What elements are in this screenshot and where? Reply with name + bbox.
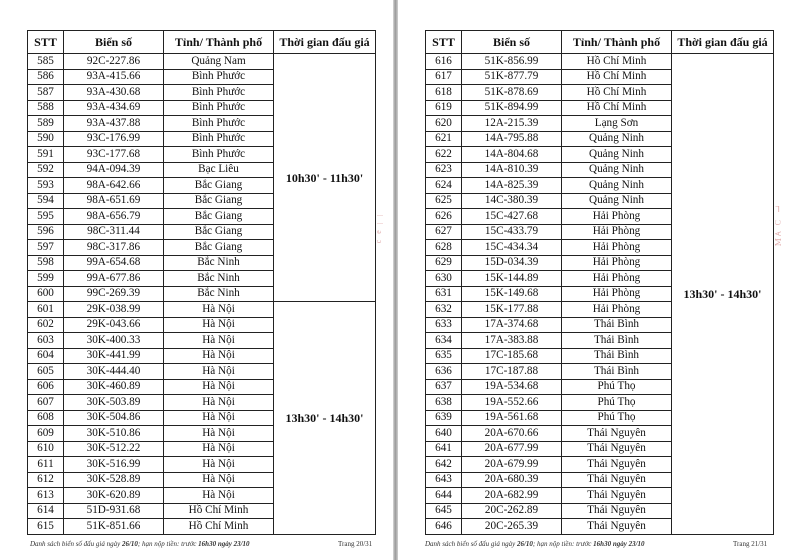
row-province: Phú Thọ (562, 410, 672, 426)
footer-prefix: Danh sách biển số đấu giá ngày (425, 540, 517, 548)
header-auction-time: Thời gian đấu giá (274, 31, 376, 54)
row-plate: 29K-038.99 (64, 302, 164, 318)
row-plate: 17A-374.68 (462, 317, 562, 333)
row-province: Thái Bình (562, 333, 672, 349)
auction-time-cell: 10h30' - 11h30' (274, 54, 376, 302)
row-plate: 51K-878.69 (462, 85, 562, 101)
table-body (28, 54, 376, 535)
row-plate: 30K-512.22 (64, 441, 164, 457)
row-stt: 632 (426, 302, 462, 318)
row-province: Thái Nguyên (562, 519, 672, 535)
row-stt: 619 (426, 100, 462, 116)
row-stt: 607 (28, 395, 64, 411)
row-plate: 30K-516.99 (64, 457, 164, 473)
row-province: Hà Nội (164, 348, 274, 364)
row-province: Bình Phước (164, 147, 274, 163)
row-stt: 631 (426, 286, 462, 302)
row-province: Hà Nội (164, 364, 274, 380)
row-province: Bắc Ninh (164, 286, 274, 302)
row-plate: 93C-177.68 (64, 147, 164, 163)
row-province: Quảng Ninh (562, 162, 672, 178)
row-stt: 597 (28, 240, 64, 256)
row-stt: 588 (28, 100, 64, 116)
header-province: Tỉnh/ Thành phố (562, 31, 672, 54)
row-province: Hà Nội (164, 426, 274, 442)
row-stt: 591 (28, 147, 64, 163)
row-province: Thái Nguyên (562, 472, 672, 488)
row-plate: 30K-510.86 (64, 426, 164, 442)
row-plate: 98A-656.79 (64, 209, 164, 225)
row-plate: 20A-680.39 (462, 472, 562, 488)
row-plate: 99A-654.68 (64, 255, 164, 271)
row-province: Thái Nguyên (562, 457, 672, 473)
row-province: Thái Bình (562, 364, 672, 380)
auction-table-left (27, 30, 376, 535)
row-stt: 643 (426, 472, 462, 488)
row-stt: 599 (28, 271, 64, 287)
footer-deadline: 16h30 ngày 23/10 (198, 540, 250, 548)
row-stt: 605 (28, 364, 64, 380)
row-stt: 593 (28, 178, 64, 194)
row-stt: 590 (28, 131, 64, 147)
row-plate: 17A-383.88 (462, 333, 562, 349)
row-stt: 644 (426, 488, 462, 504)
row-province: Hải Phòng (562, 240, 672, 256)
row-plate: 93A-437.88 (64, 116, 164, 132)
row-province: Bình Phước (164, 100, 274, 116)
row-province: Bắc Ninh (164, 271, 274, 287)
row-stt: 630 (426, 271, 462, 287)
row-plate: 19A-534.68 (462, 379, 562, 395)
row-plate: 20C-262.89 (462, 503, 562, 519)
row-stt: 617 (426, 69, 462, 85)
row-province: Hà Nội (164, 317, 274, 333)
page-footer (425, 540, 645, 548)
row-plate: 30K-441.99 (64, 348, 164, 364)
row-stt: 633 (426, 317, 462, 333)
row-plate: 19A-561.68 (462, 410, 562, 426)
row-province: Bình Phước (164, 131, 274, 147)
row-plate: 15K-177.88 (462, 302, 562, 318)
row-province: Hà Nội (164, 441, 274, 457)
row-stt: 629 (426, 255, 462, 271)
row-province: Hà Nội (164, 472, 274, 488)
row-plate: 17C-187.88 (462, 364, 562, 380)
header-stt: STT (28, 31, 64, 54)
row-province: Hồ Chí Minh (562, 54, 672, 70)
row-province: Bình Phước (164, 69, 274, 85)
row-stt: 598 (28, 255, 64, 271)
auction-time-cell: 13h30' - 14h30' (274, 302, 376, 535)
row-stt: 621 (426, 131, 462, 147)
row-province: Hồ Chí Minh (562, 100, 672, 116)
row-stt: 634 (426, 333, 462, 349)
row-province: Bình Phước (164, 85, 274, 101)
header-auction-time: Thời gian đấu giá (672, 31, 774, 54)
row-stt: 622 (426, 147, 462, 163)
row-stt: 600 (28, 286, 64, 302)
row-stt: 615 (28, 519, 64, 535)
row-province: Bắc Giang (164, 209, 274, 225)
row-stt: 609 (28, 426, 64, 442)
row-plate: 93A-430.68 (64, 85, 164, 101)
row-province: Quảng Ninh (562, 131, 672, 147)
row-plate: 15C-427.68 (462, 209, 562, 225)
row-plate: 19A-552.66 (462, 395, 562, 411)
row-province: Hà Nội (164, 395, 274, 411)
row-stt: 625 (426, 193, 462, 209)
row-province: Hà Nội (164, 333, 274, 349)
footer-prefix: Danh sách biển số đấu giá ngày (30, 540, 122, 548)
row-stt: 587 (28, 85, 64, 101)
row-stt: 604 (28, 348, 64, 364)
footer-date: 26/10 (121, 540, 138, 548)
row-plate: 51K-894.99 (462, 100, 562, 116)
row-plate: 94A-094.39 (64, 162, 164, 178)
row-plate: 92C-227.86 (64, 54, 164, 70)
table-header-row (426, 31, 774, 54)
header-plate: Biển số (462, 31, 562, 54)
row-plate: 20C-265.39 (462, 519, 562, 535)
header-stt: STT (426, 31, 462, 54)
document-page-right (398, 0, 792, 560)
row-stt: 646 (426, 519, 462, 535)
row-plate: 51K-851.66 (64, 519, 164, 535)
row-plate: 15D-034.39 (462, 255, 562, 271)
document-page-left (0, 0, 393, 560)
row-stt: 608 (28, 410, 64, 426)
row-stt: 589 (28, 116, 64, 132)
row-province: Hà Nội (164, 488, 274, 504)
row-plate: 30K-444.40 (64, 364, 164, 380)
row-province: Hồ Chí Minh (164, 503, 274, 519)
row-stt: 637 (426, 379, 462, 395)
row-stt: 601 (28, 302, 64, 318)
row-province: Hà Nội (164, 302, 274, 318)
row-stt: 594 (28, 193, 64, 209)
footer-deadline: 16h30 ngày 23/10 (593, 540, 645, 548)
row-province: Quảng Ninh (562, 147, 672, 163)
table-row (28, 302, 376, 318)
row-stt: 640 (426, 426, 462, 442)
row-stt: 595 (28, 209, 64, 225)
row-plate: 29K-043.66 (64, 317, 164, 333)
row-plate: 14C-380.39 (462, 193, 562, 209)
row-province: Quảng Nam (164, 54, 274, 70)
row-province: Hồ Chí Minh (164, 519, 274, 535)
row-stt: 626 (426, 209, 462, 225)
row-plate: 15K-149.68 (462, 286, 562, 302)
row-plate: 99A-677.86 (64, 271, 164, 287)
row-province: Bình Phước (164, 116, 274, 132)
row-province: Thái Bình (562, 348, 672, 364)
row-province: Thái Nguyên (562, 503, 672, 519)
row-plate: 93A-434.69 (64, 100, 164, 116)
row-stt: 610 (28, 441, 64, 457)
row-plate: 30K-528.89 (64, 472, 164, 488)
header-plate: Biển số (64, 31, 164, 54)
row-plate: 30K-460.89 (64, 379, 164, 395)
row-province: Hồ Chí Minh (562, 69, 672, 85)
auction-time-cell: 13h30' - 14h30' (672, 54, 774, 535)
row-stt: 639 (426, 410, 462, 426)
table-row (28, 54, 376, 70)
row-province: Hồ Chí Minh (562, 85, 672, 101)
row-province: Quảng Ninh (562, 178, 672, 194)
row-plate: 93A-415.66 (64, 69, 164, 85)
row-province: Bắc Ninh (164, 255, 274, 271)
row-plate: 15C-434.34 (462, 240, 562, 256)
row-plate: 51D-931.68 (64, 503, 164, 519)
row-province: Hải Phòng (562, 255, 672, 271)
row-stt: 614 (28, 503, 64, 519)
row-province: Thái Nguyên (562, 488, 672, 504)
row-stt: 585 (28, 54, 64, 70)
row-plate: 51K-877.79 (462, 69, 562, 85)
row-plate: 12A-215.39 (462, 116, 562, 132)
row-plate: 99C-269.39 (64, 286, 164, 302)
footer-date: 26/10 (516, 540, 533, 548)
row-stt: 620 (426, 116, 462, 132)
row-stt: 635 (426, 348, 462, 364)
row-province: Hà Nội (164, 379, 274, 395)
row-province: Lạng Sơn (562, 116, 672, 132)
row-stt: 606 (28, 379, 64, 395)
row-province: Hải Phòng (562, 286, 672, 302)
row-stt: 616 (426, 54, 462, 70)
footer-middle: ; hạn nộp tiền: trước (532, 540, 594, 548)
row-stt: 623 (426, 162, 462, 178)
row-plate: 14A-825.39 (462, 178, 562, 194)
row-province: Thái Nguyên (562, 441, 672, 457)
row-plate: 20A-682.99 (462, 488, 562, 504)
row-plate: 20A-677.99 (462, 441, 562, 457)
row-stt: 624 (426, 178, 462, 194)
row-province: Bắc Giang (164, 193, 274, 209)
row-province: Bạc Liêu (164, 162, 274, 178)
row-province: Bắc Giang (164, 224, 274, 240)
row-stt: 611 (28, 457, 64, 473)
row-stt: 613 (28, 488, 64, 504)
row-plate: 20A-670.66 (462, 426, 562, 442)
row-stt: 603 (28, 333, 64, 349)
row-plate: 20A-679.99 (462, 457, 562, 473)
row-plate: 30K-504.86 (64, 410, 164, 426)
table-header-row (28, 31, 376, 54)
page-footer (30, 540, 250, 548)
row-plate: 98C-311.44 (64, 224, 164, 240)
row-stt: 596 (28, 224, 64, 240)
row-plate: 14A-795.88 (462, 131, 562, 147)
row-province: Thái Bình (562, 317, 672, 333)
row-province: Hải Phòng (562, 302, 672, 318)
row-plate: 30K-400.33 (64, 333, 164, 349)
page-number: Trang 20/31 (338, 540, 373, 548)
row-stt: 627 (426, 224, 462, 240)
row-stt: 628 (426, 240, 462, 256)
row-plate: 14A-804.68 (462, 147, 562, 163)
stamp-bleed-mark: ǀ ǀ ə ɔ (375, 215, 384, 246)
header-province: Tỉnh/ Thành phố (164, 31, 274, 54)
auction-table-right (425, 30, 774, 535)
table-body (426, 54, 774, 535)
row-stt: 636 (426, 364, 462, 380)
row-province: Thái Nguyên (562, 426, 672, 442)
row-province: Hải Phòng (562, 271, 672, 287)
row-stt: 612 (28, 472, 64, 488)
row-plate: 98A-651.69 (64, 193, 164, 209)
row-plate: 98C-317.86 (64, 240, 164, 256)
row-province: Bắc Giang (164, 240, 274, 256)
row-stt: 618 (426, 85, 462, 101)
row-province: Hải Phòng (562, 224, 672, 240)
row-province: Hà Nội (164, 410, 274, 426)
row-plate: 51K-856.99 (462, 54, 562, 70)
row-province: Hải Phòng (562, 209, 672, 225)
row-plate: 15K-144.89 (462, 271, 562, 287)
row-province: Phú Thọ (562, 379, 672, 395)
row-plate: 14A-810.39 (462, 162, 562, 178)
row-plate: 98A-642.66 (64, 178, 164, 194)
row-stt: 586 (28, 69, 64, 85)
row-plate: 15C-433.79 (462, 224, 562, 240)
table-row (426, 54, 774, 70)
row-province: Quảng Ninh (562, 193, 672, 209)
page-number: Trang 21/31 (733, 540, 768, 548)
row-plate: 30K-620.89 (64, 488, 164, 504)
row-province: Bắc Giang (164, 178, 274, 194)
row-stt: 602 (28, 317, 64, 333)
row-province: Hà Nội (164, 457, 274, 473)
row-stt: 642 (426, 457, 462, 473)
footer-middle: ; hạn nộp tiền: trước (137, 540, 199, 548)
row-stt: 645 (426, 503, 462, 519)
row-stt: 641 (426, 441, 462, 457)
row-plate: 93C-176.99 (64, 131, 164, 147)
stamp-bleed-mark: ᒣ Ɔ ∀ꟽ (773, 205, 782, 249)
row-plate: 30K-503.89 (64, 395, 164, 411)
row-province: Phú Thọ (562, 395, 672, 411)
row-stt: 638 (426, 395, 462, 411)
row-plate: 17C-185.68 (462, 348, 562, 364)
row-stt: 592 (28, 162, 64, 178)
